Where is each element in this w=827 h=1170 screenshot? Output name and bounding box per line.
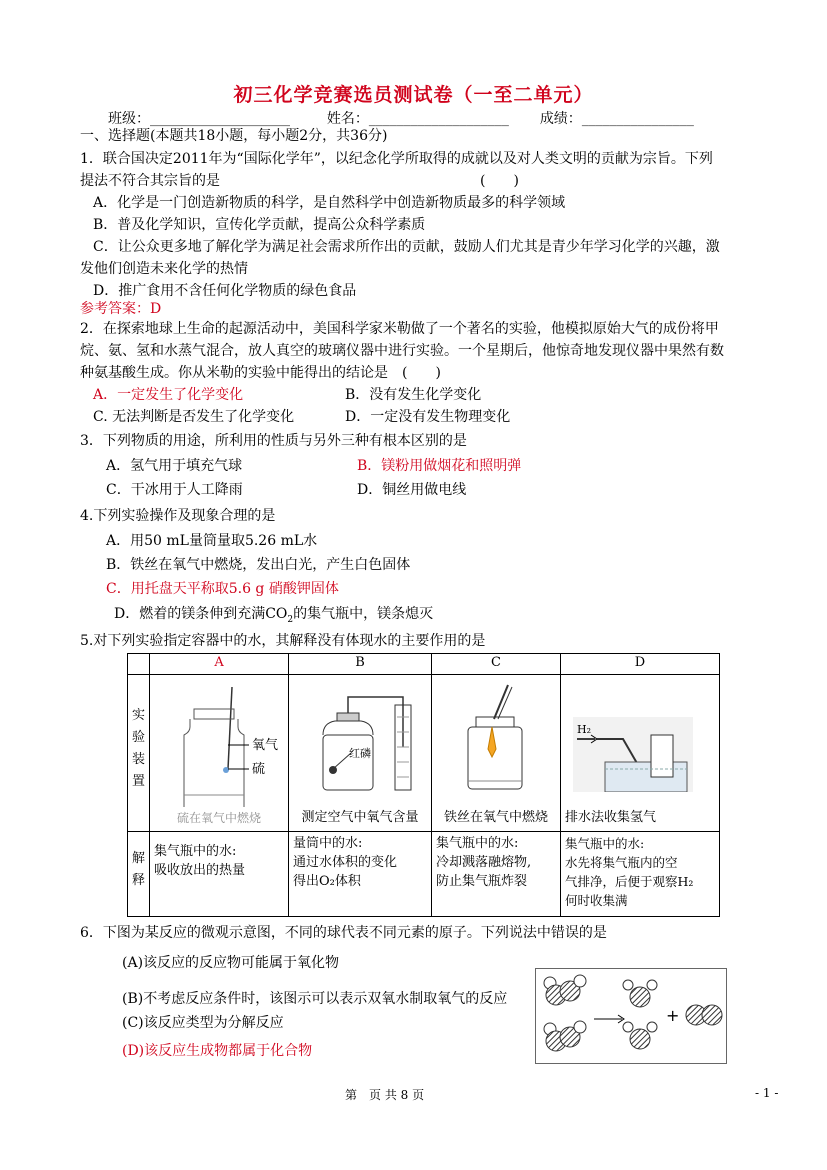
explanation-d — [561, 832, 720, 917]
q1-line2: 提法不符合其宗旨的是 — [80, 173, 220, 189]
experiment-table — [127, 653, 720, 917]
page-index: - 1 - — [755, 1086, 779, 1100]
phosphorus-label: 红磷 — [349, 747, 372, 760]
oxygen-measure-diagram — [293, 677, 427, 792]
expl-line: 水先将集气瓶内的空 — [565, 855, 678, 870]
side-char: 装 — [132, 752, 146, 767]
q1-paren: ( ) — [480, 173, 519, 189]
section-heading: 一、选择题(本题共18小题，每小题2分，共36分) — [80, 128, 388, 144]
q4-d-pre: D．燃着的镁条伸到充满CO — [114, 606, 288, 622]
expl-line: 通过水体积的变化 — [293, 855, 398, 870]
expl-line: 集气瓶中的水: — [565, 836, 645, 851]
device-b — [289, 675, 432, 832]
q3-line1: 3．下列物质的用途，所利用的性质与另外三种有根本区别的是 — [80, 433, 467, 449]
oxygen-label: 氧气 — [252, 738, 279, 753]
q4-d-post: 的集气瓶中，镁条熄灭 — [293, 606, 434, 622]
expl-line: 量筒中的水: — [293, 836, 363, 851]
device-c — [432, 675, 561, 832]
name-blank: ____________________ — [368, 111, 509, 127]
explanation-b — [289, 832, 432, 917]
expl-line: 防止集气瓶炸裂 — [436, 874, 528, 889]
q1-option-c1: C．让公众更多地了解化学为满足社会需求所作出的贡献，鼓励人们尤其是青少年学习化学的兴趣，激 — [93, 239, 720, 255]
class-blank: ____________________ — [150, 111, 290, 127]
q2-option-a: A．一定发生了化学变化 — [93, 387, 244, 403]
caption-d: 排水法收集氢气 — [565, 810, 657, 825]
name-label: 姓名： — [326, 111, 369, 127]
sulfur-label: 硫 — [252, 762, 266, 777]
q2-line2: 烷、氨、氢和水蒸气混合，放人真空的玻璃仪器中进行实验。一个星期后，他惊奇地发现仪器中果然有数 — [80, 343, 724, 359]
side-device — [128, 675, 150, 832]
caption-c: 铁丝在氧气中燃烧 — [444, 810, 549, 825]
score-label: 成绩： — [539, 111, 582, 127]
q6-option-c: (C)该反应类型为分解反应 — [122, 1015, 284, 1031]
reaction-diagram — [535, 968, 727, 1064]
q3-option-a: A．氢气用于填充气球 — [106, 458, 243, 474]
q3-option-d: D．铜丝用做电线 — [357, 482, 467, 498]
side-char: 实 — [132, 708, 146, 723]
class-label: 班级： — [108, 111, 150, 127]
explanation-a — [150, 832, 289, 917]
header-a: A — [150, 654, 289, 675]
header-c: C — [432, 654, 561, 675]
expl-line: 集气瓶中的水: — [154, 844, 237, 859]
expl-line: 气排净，后便于观察H₂ — [565, 874, 694, 889]
q1-option-d: D．推广食用不含任何化学物质的绿色食品 — [93, 283, 357, 299]
expl-line: 得出O₂体积 — [293, 874, 361, 889]
h2-label: H₂ — [577, 723, 592, 736]
device-d — [561, 675, 720, 832]
q6-line1: 6．下图为某反应的微观示意图，不同的球代表不同元素的原子。下列说法中错误的是 — [80, 925, 607, 941]
expl-line: 何时收集满 — [565, 893, 628, 908]
water-collection-diagram — [565, 677, 715, 792]
page-title: 初三化学竞赛选员测试卷（一至二单元） — [233, 84, 594, 106]
q4-option-c: C．用托盘天平称取5.6 g 硝酸钾固体 — [106, 581, 339, 597]
q2-option-b: B．没有发生化学变化 — [345, 387, 482, 403]
explanation-c — [432, 832, 561, 917]
q4-d-sub: 2 — [287, 614, 294, 625]
caption-a: 硫在氧气中燃烧 — [177, 811, 262, 825]
q4-option-a: A．用50 mL量筒量取5.26 mL水 — [106, 533, 318, 549]
q3-option-b: B．镁粉用做烟花和照明弹 — [357, 458, 522, 474]
q1-option-a: A．化学是一门创造新物质的科学，是自然科学中创造新物质最多的科学领域 — [93, 195, 566, 211]
q2-line1: 2．在探索地球上生命的起源活动中，美国科学家米勒做了一个著名的实验，他模拟原始大气的成份将甲 — [80, 321, 719, 337]
iron-wire-diagram — [436, 677, 556, 792]
side-char: 解 — [132, 851, 146, 866]
q1-line1: 1．联合国决定2011年为“国际化学年”，以纪念化学所取得的成就以及对人类文明的贡献为宗旨。下列 — [80, 151, 713, 167]
header-d: D — [561, 654, 720, 675]
page-number: 第 页 共 8 页 — [345, 1088, 425, 1102]
expl-line: 冷却溅落融熔物, — [436, 855, 532, 870]
q1-answer: 参考答案：D — [80, 301, 162, 317]
q6-option-a: (A)该反应的反应物可能属于氧化物 — [122, 955, 340, 971]
q5-line1: 5.对下列实验指定容器中的水，其解释没有体现水的主要作用的是 — [80, 633, 486, 649]
q4-option-b: B．铁丝在氧气中燃烧，发出白光，产生白色固体 — [106, 557, 411, 573]
score-blank: ________________ — [581, 111, 694, 127]
caption-b: 测定空气中氧气含量 — [301, 810, 419, 825]
header-b: B — [289, 654, 432, 675]
side-char: 释 — [132, 873, 146, 888]
q2-option-d: D．一定没有发生物理变化 — [345, 409, 511, 425]
device-a — [150, 675, 289, 832]
expl-line: 集气瓶中的水: — [436, 836, 519, 851]
q2-option-c: C. 无法判断是否发生了化学变化 — [93, 409, 295, 425]
q6-option-d: (D)该反应生成物都属于化合物 — [122, 1043, 313, 1059]
sulfur-bottle-diagram — [154, 677, 284, 807]
svg-text:+: + — [666, 1006, 680, 1025]
molecule-reaction-icon — [536, 969, 726, 1063]
q1-option-b: B．普及化学知识，宣传化学贡献，提高公众科学素质 — [93, 217, 426, 233]
q3-option-c: C．干冰用于人工降雨 — [106, 482, 243, 498]
side-char: 验 — [132, 730, 146, 745]
side-explanation — [128, 832, 150, 917]
q2-line3: 种氨基酸生成。你从米勒的实验中能得出的结论是 ( ) — [80, 365, 441, 381]
expl-line: 吸收放出的热量 — [154, 863, 246, 878]
side-char: 置 — [132, 774, 146, 789]
q4-line1: 4.下列实验操作及现象合理的是 — [80, 508, 276, 524]
q1-option-c2: 发他们创造未来化学的热情 — [80, 261, 248, 277]
q4-option-d — [114, 603, 433, 631]
q6-option-b: (B)不考虑反应条件时，该图示可以表示双氧水制取氧气的反应 — [122, 991, 508, 1007]
